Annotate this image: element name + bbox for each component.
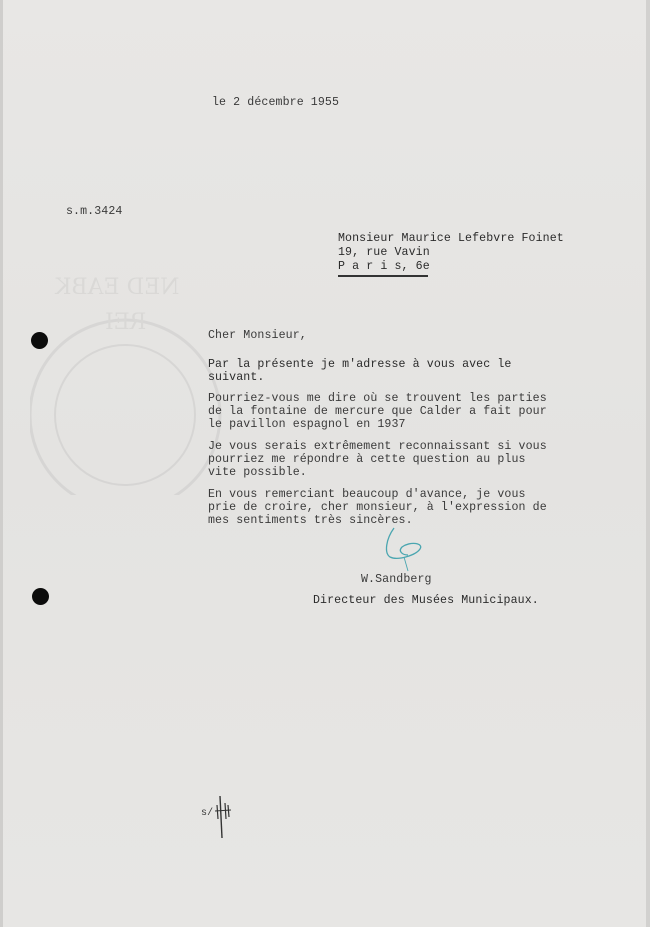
paragraph-3-line-3: vite possible. — [208, 466, 307, 479]
page-edge-left — [0, 0, 3, 927]
paragraph-2-line-3: le pavillon espagnol en 1937 — [208, 418, 406, 431]
punch-hole-bottom — [32, 588, 49, 605]
recipient-street: 19, rue Vavin — [338, 246, 430, 259]
salutation: Cher Monsieur, — [208, 329, 307, 342]
paragraph-4-line-3: mes sentiments très sincères. — [208, 514, 413, 527]
paragraph-4-line-2: prie de croire, cher monsieur, à l'expression de — [208, 501, 547, 514]
initials-mark — [212, 793, 236, 843]
typist-initials: s/ — [201, 808, 214, 819]
letter-date: le 2 décembre 1955 — [212, 96, 340, 109]
handwritten-signature — [380, 525, 440, 575]
stamp-text-mid: REI — [105, 310, 147, 335]
paragraph-1-line-1: Par la présente je m'adresse à vous avec le — [208, 358, 512, 371]
paragraph-3-line-1: Je vous serais extrêmement reconnaissant si vous — [208, 440, 547, 453]
paragraph-2-line-1: Pourriez-vous me dire où se trouvent les parties — [208, 392, 547, 405]
address-underline — [338, 275, 428, 277]
paragraph-1-line-2: suivant. — [208, 371, 265, 384]
page-edge-right — [646, 0, 650, 927]
punch-hole-top — [31, 332, 48, 349]
paragraph-2-line-2: de la fontaine de mercure que Calder a fait pour — [208, 405, 547, 418]
recipient-name: Monsieur Maurice Lefebvre Foinet — [338, 232, 564, 245]
paragraph-3-line-2: pourriez me répondre à cette question au plus — [208, 453, 526, 466]
recipient-city: P a r i s, 6e — [338, 260, 430, 273]
stamp-text-top: NED EABK — [55, 275, 180, 300]
signatory-title: Directeur des Musées Municipaux. — [313, 594, 539, 607]
signatory-name: W.Sandberg — [361, 573, 432, 586]
reference-number: s.m.3424 — [66, 205, 123, 218]
paragraph-4-line-1: En vous remerciant beaucoup d'avance, je vous — [208, 488, 526, 501]
